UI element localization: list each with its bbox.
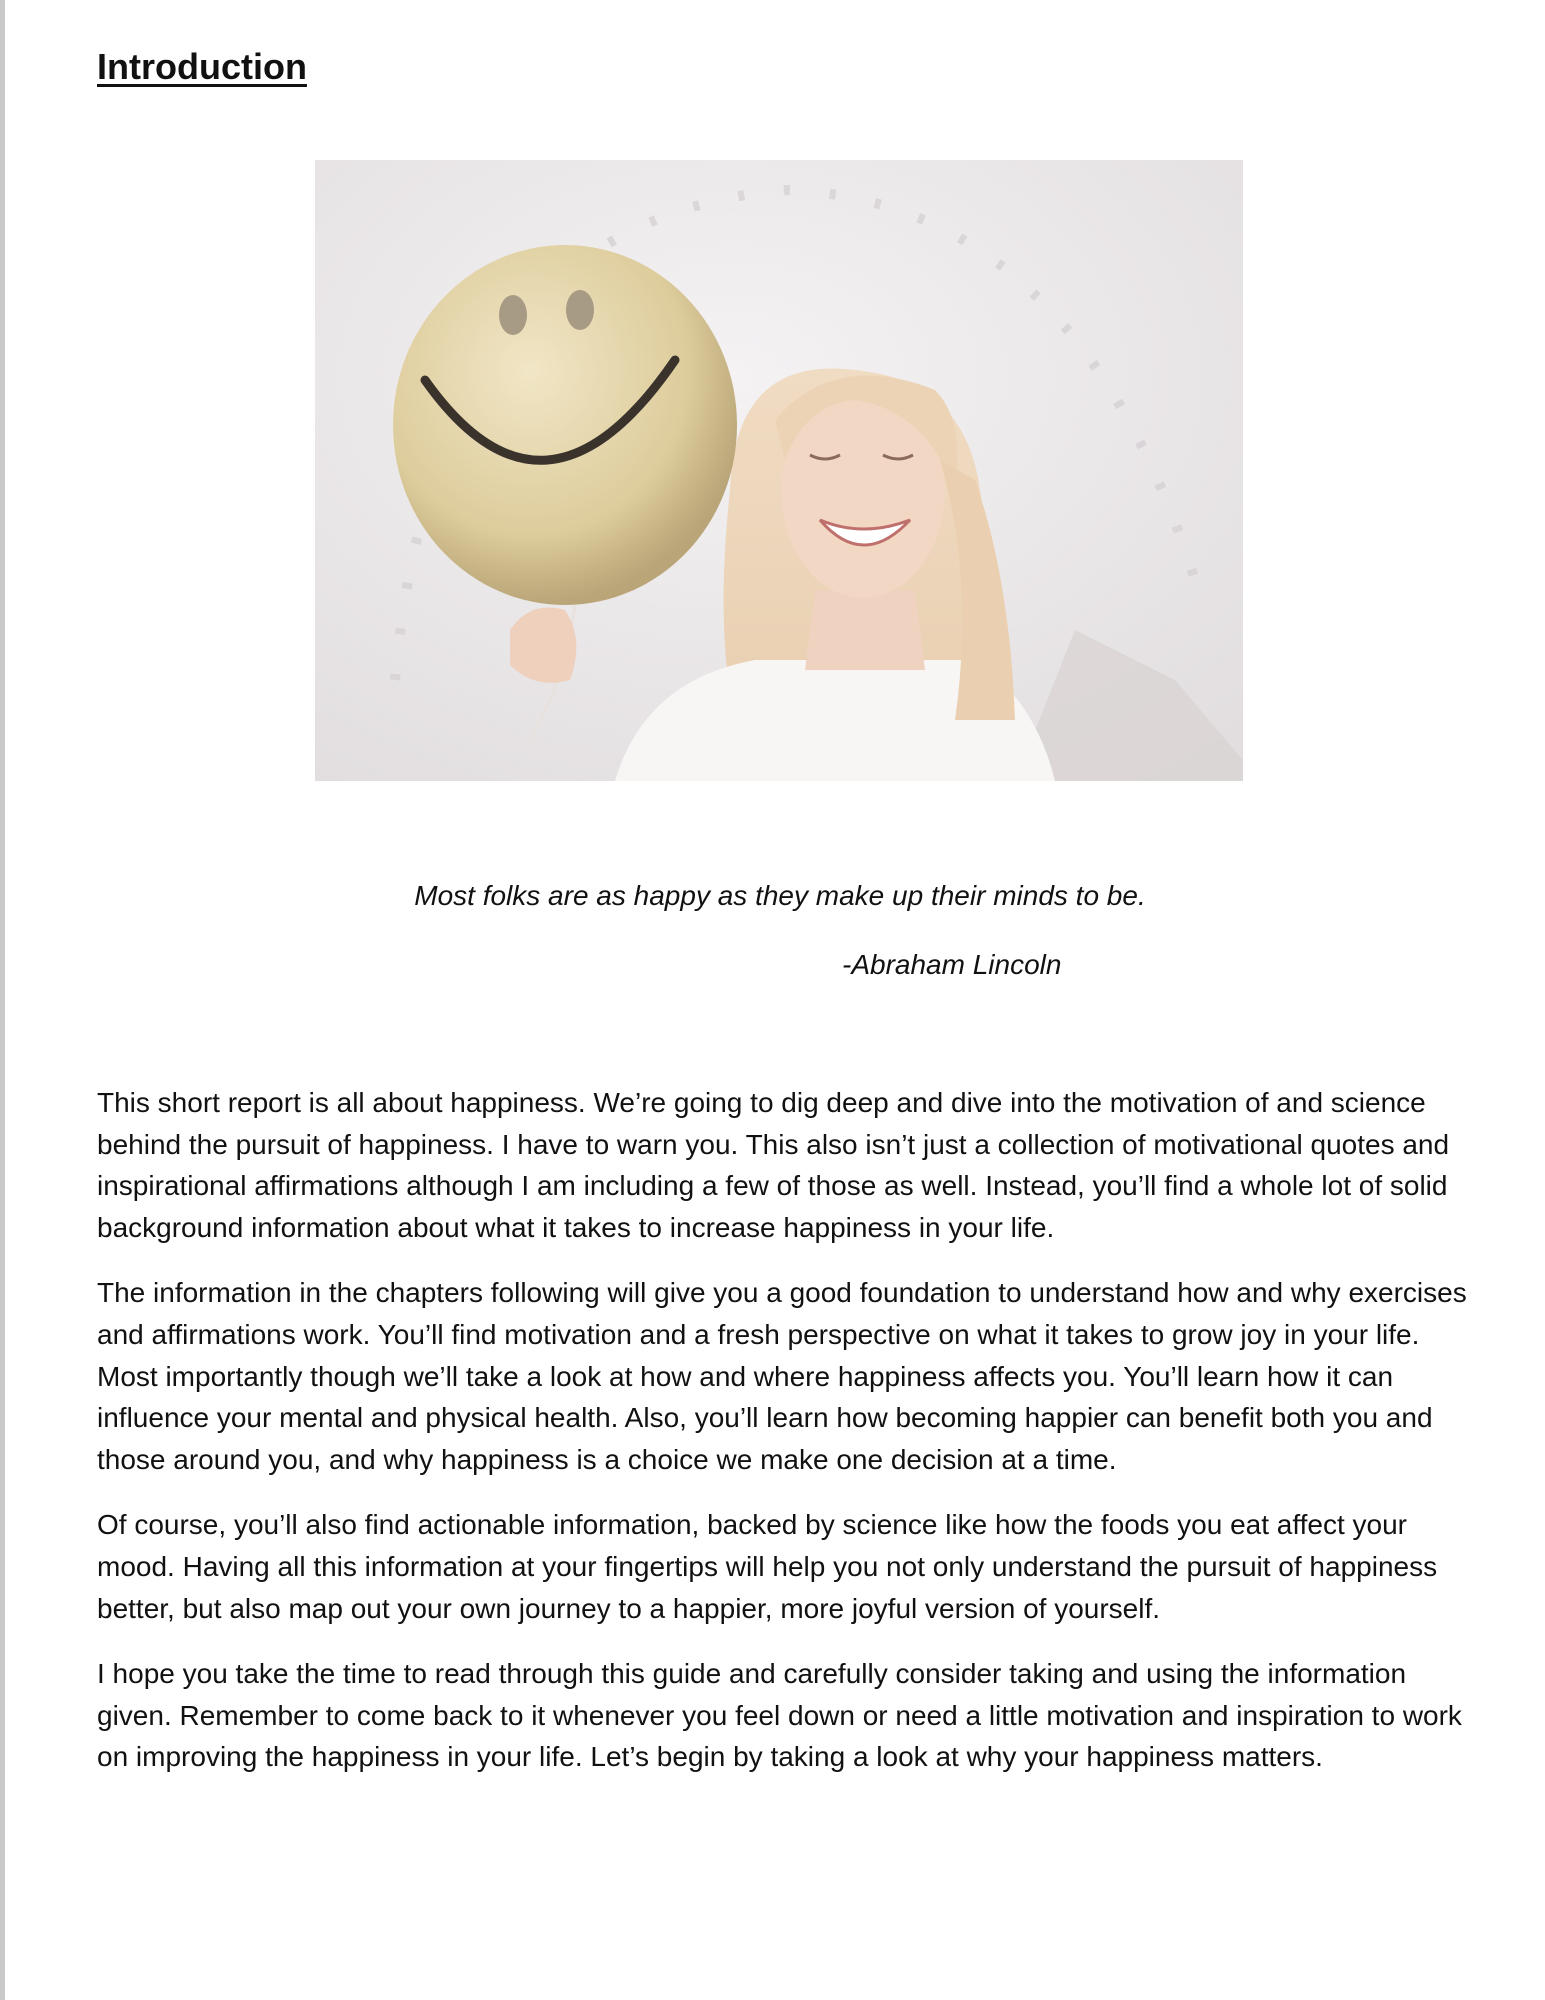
- paragraph: Of course, you’ll also find actionable information, backed by science like how the foods you eat affect your mood. Having all this information at your fingertips will help you not only understand the pursuit of happiness better, but also map out your own journey to a happier, more joyful version of yourself.: [97, 1509, 1438, 1624]
- quote-author: -Abraham Lincoln: [842, 949, 1062, 980]
- paragraph: The information in the chapters following will give you a good foundation to understand how and why exercises and affirmations work. You’ll find motivation and a fresh perspective on what it takes to grow joy in your life. Most importantly though we’ll take a look at how and where happiness affects you. You’ll learn how it can influence your mental and physical health. Also, you’ll learn how becoming happier can benefit both you and those around you, and why happiness is a choice we make one decision at a time.: [97, 1277, 1467, 1475]
- quote-text: Most folks are as happy as they make up their minds to be.: [414, 880, 1146, 911]
- paragraph: This short report is all about happiness. We’re going to dig deep and dive into the motivation of and science behind the pursuit of happiness. I have to warn you. This also isn’t just a collection of motivational quotes and inspirational affirmations although I am including a few of those as well. Instead, you’ll find a whole lot of solid background information about what it takes to increase happiness in your life.: [97, 1087, 1450, 1243]
- intro-photo: [315, 160, 1243, 781]
- document-page: [97, 0, 1477, 2000]
- page-edge-rule: [0, 0, 5, 2000]
- body-text: [97, 1082, 1475, 1802]
- page-title: Introduction: [97, 46, 307, 87]
- paragraph: I hope you take the time to read through this guide and carefully consider taking and using the information given. Remember to come back to it whenever you feel down or need a little motivation and inspiration to work on improving the happiness in your life. Let’s begin by taking a look at why your happiness matters.: [97, 1658, 1462, 1773]
